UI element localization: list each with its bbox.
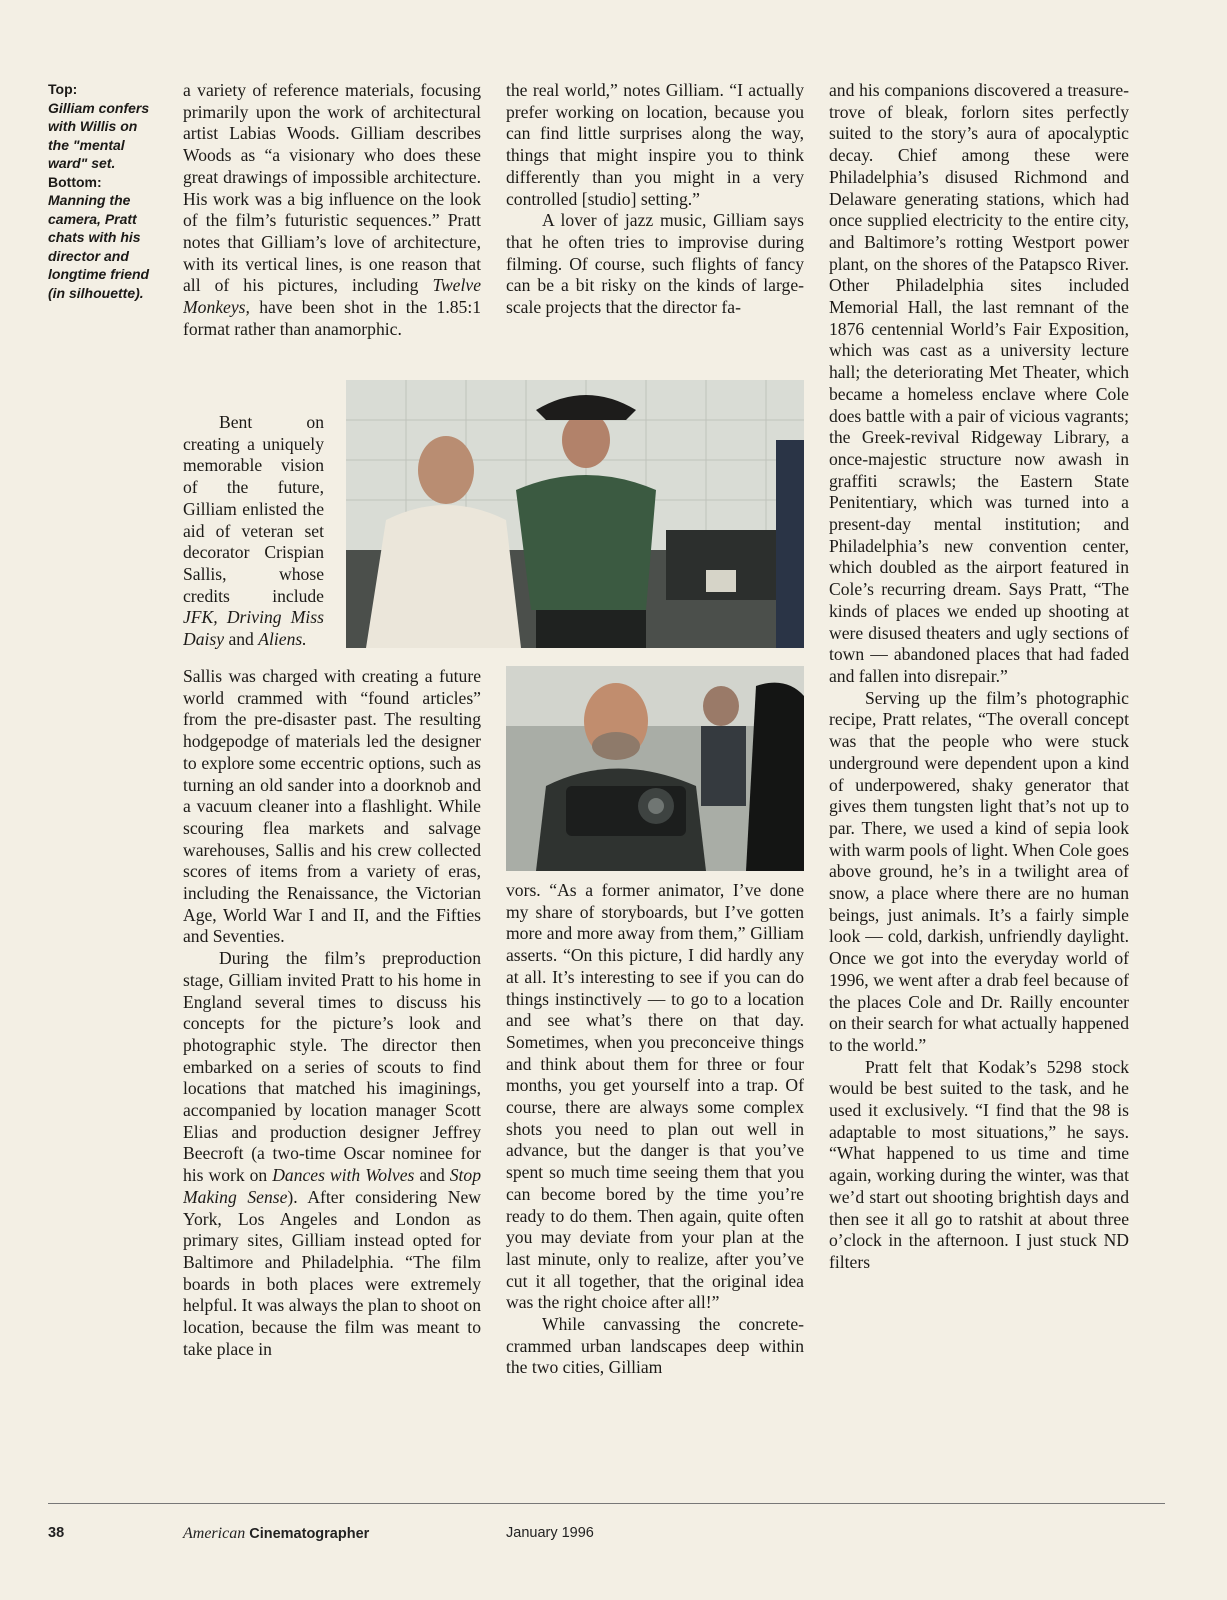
footer-rule: [48, 1503, 1165, 1504]
paragraph: Pratt felt that Kodak’s 5298 stock would be best suited to the task, and he used it exclusively. “I find that the 98 is adaptable to most situations,” he says. “What happened to us time and time again, working during the winter, was that we’d start out shooting brightish days and then see it all go to ratshit at about three o’clock in the afternoon. I just stuck ND filters: [829, 1056, 1129, 1272]
article-column-3: [829, 80, 1129, 1476]
article-column-1-top: [183, 80, 481, 412]
text-run: and: [414, 1165, 450, 1186]
article-column-2-top: [506, 80, 804, 368]
text-run: and: [224, 629, 259, 650]
text-run: a variety of reference materials, focusing primarily upon the work of architectural artist Labias Woods. Gilliam describes Woods as “a visionary who does these great drawings of impossible architecture. His work was a big influence on the look of the film’s futuristic sequences.” Pratt notes that Gilliam’s love of architecture, with its vertical lines, is one reason that all of his pictures, including: [183, 80, 481, 296]
film-title: Stop Making Sense: [183, 1165, 481, 1207]
film-title: Twelve Monkeys,: [183, 275, 481, 318]
photo-gilliam-willis-set: [346, 380, 804, 648]
paragraph: A lover of jazz music, Gilliam says that he often tries to improvise during filming. Of course, such flights of fancy can be a bit risky on the kinds of large-scale projects that the director fa-: [506, 210, 804, 318]
text-run: Bent on creating a uniquely memorable vision of the future, Gilliam enlisted the aid of veteran set decorator Crispian Sallis, whose credits include: [183, 412, 324, 606]
paragraph: the real world,” notes Gilliam. “I actually prefer working on location, because you can find little surprises along the way, things that might inspire you to think differently than you might in a very controlled [studio] setting.”: [506, 80, 804, 209]
article-column-1-bottom: [183, 666, 481, 1476]
caption-bottom-text: Manning the camera, Pratt chats with his director and longtime friend (in silhouette).: [48, 192, 150, 301]
paragraph: and his companions discovered a treasure-trove of bleak, forlorn sites perfectly suited to the story’s aura of apocalyptic decay. Chief among these were Philadelphia’s disused Richmond and Delaware generating stations, which had once supplied electricity to the entire city, and Baltimore’s rotting Westport power plant, on the shores of the Patapsco River. Other Philadelphia sites included Memorial Hall, the last remnant of the 1876 centennial World’s Fair Exposition, which was cast as a university lecture hall; the deteriorating Met Theater, which became a homeless enclave where Cole does battle with a pair of vicious vagrants; the Greek-revival Ridgeway Library, a once-majestic structure now awash in graffiti scrawls; the Eastern State Penitentiary, which was turned into a present-day mental institution; and Philadelphia’s new convention center, which doubled as the airport featured in Cole’s recurring dream. Says Pratt, “The kinds of places we ended up shooting at were disused theaters and ugly sections of town — abandoned places that had faded and fallen into disrepair.”: [829, 80, 1129, 686]
paragraph: vors. “As a former animator, I’ve done my share of storyboards, but I’ve gotten more and more away from them,” Gilliam asserts. “On this picture, I did hardly any at all. It’s interesting to see if you can do things instinctively — to go to a location and see what’s there on that day. Sometimes, when you preconceive things and think about them for three or four months, you get yourself into a trap. Of course, there are always some complex shots you need to plan out well in advance, but the danger is that you’ve spent so much time seeing them that you can become bored by the time you’re ready to do them. Then again, quite often you may deviate from your plan at the last minute, only to realize, after you’ve cut it all together, that the original idea was the right choice after all!”: [506, 880, 804, 1313]
text-run: have been shot in the 1.85:1 format rather than anamorphic.: [183, 297, 481, 339]
issue-date: January 1996: [506, 1525, 594, 1541]
magazine-name-italic: American: [183, 1525, 246, 1542]
paragraph: [183, 80, 481, 340]
paragraph: While canvassing the concrete-crammed urban landscapes deep within the two cities, Gilliam: [506, 1314, 804, 1378]
film-title: Dances with Wolves: [272, 1165, 415, 1186]
photo-illustration: [506, 666, 804, 871]
text-run: During the film’s preproduction stage, Gilliam invited Pratt to his home in England several times to discuss his concepts for the picture’s look and photographic style. The director then embarked on a series of scouts to find locations that matched his imaginings, accompanied by location manager Scott Elias and production designer Jeffrey Beecroft (a two-time Oscar nominee for his work on: [183, 948, 481, 1186]
caption-top-label: Top:: [48, 81, 78, 97]
magazine-name-bold: Cinematographer: [249, 1526, 370, 1542]
paragraph: Serving up the film’s photographic recipe, Pratt relates, “The overall concept was that the people who were stuck underground were dependent upon a kind of underpowered, shaky generator that gives them tungsten light that’s not up to par. There, we used a kind of sepia look with warm pools of light. When Cole goes above ground, he’s in a twilight area of snow, a place where there are no human beings, just animals. It’s a fairly simple look — cold, darkish, unfriendly daylight. Once we got into the everyday world of 1996, we went after a drab feel because of the places Cole and Dr. Railly encounter on their search for what actually happened to the world.”: [829, 687, 1129, 1055]
film-title: Aliens.: [258, 629, 307, 650]
text-run: Sallis was charged with creating a future world crammed with “found articles” from the pre-disaster past. The resulting hodgepodge of materials led the designer to explore some eccentric options, such as turning an old sander into a doorknob and a vacuum cleaner into a flashlight. While scouring flea markets and salvage warehouses, Sallis and his crew collected scores of items from a variety of eras, including the Renaissance, the Victorian Age, World War I and II, and the Fifties and Seventies.: [183, 666, 481, 947]
article-column-1-narrow: [183, 412, 324, 666]
magazine-name: [183, 1525, 369, 1543]
caption-top-text: Gilliam confers with Willis on the "mental ward" set.: [48, 99, 150, 171]
paragraph: [183, 948, 481, 1360]
photo-caption: [48, 80, 160, 302]
caption-bottom-label: Bottom:: [48, 173, 102, 190]
paragraph: [183, 666, 481, 948]
page-number: 38: [48, 1525, 65, 1541]
photo-pratt-camera: [506, 666, 804, 871]
photo-illustration: [346, 380, 804, 648]
text-run: ). After considering New York, Los Angeles and London as primary sites, Gilliam instead opted for Baltimore and Philadelphia. “The film boards in both places were extremely helpful. It was always the plan to shoot on location, because the film was meant to take place in: [183, 1186, 481, 1359]
article-column-2-bottom: [506, 880, 804, 1476]
film-title: JFK, Driving Miss Daisy: [183, 607, 324, 650]
paragraph: [183, 412, 324, 651]
